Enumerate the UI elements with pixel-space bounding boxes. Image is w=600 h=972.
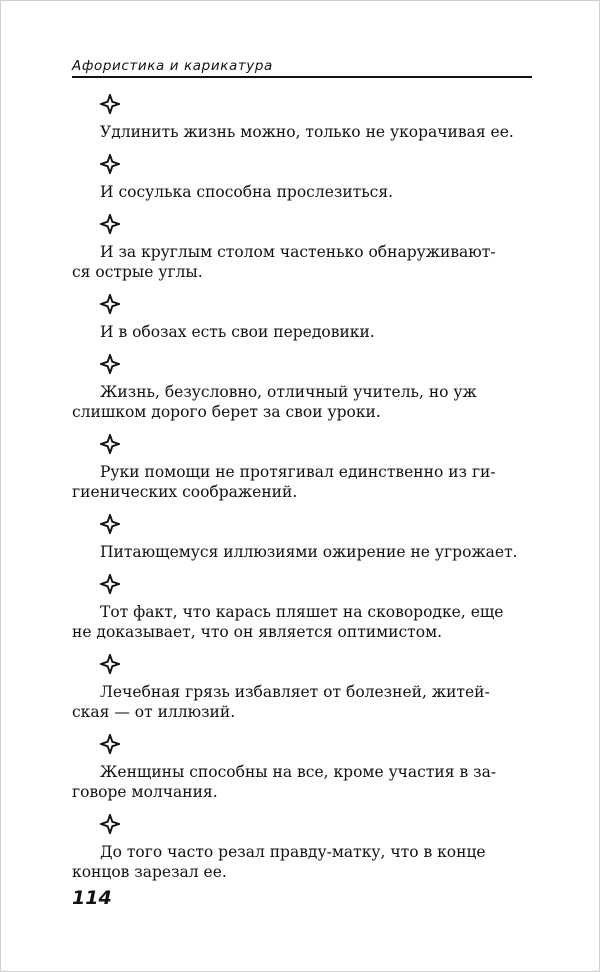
aphorism-entry <box>100 514 532 562</box>
aphorism-line: И сосулька способна прослезиться. <box>100 183 394 201</box>
aphorism-text <box>72 602 532 642</box>
aphorism-line: Тот факт, что карась пляшет на сковородке, еще <box>100 603 504 621</box>
aphorism-text <box>72 682 532 722</box>
aphorism-line: слишком дорого берет за свои уроки. <box>72 403 381 421</box>
aphorism-line: не доказывает, что он является оптимистом. <box>72 623 443 641</box>
four-point-star-icon <box>100 654 120 674</box>
aphorism-text <box>72 382 532 422</box>
aphorism-line: И в обозах есть свои передовики. <box>100 323 375 341</box>
four-point-star-icon <box>100 94 120 114</box>
aphorism-text <box>100 322 532 342</box>
page-number: 114 <box>72 887 112 909</box>
aphorism-line: Жизнь, безусловно, отличный учитель, но уж <box>100 383 477 401</box>
aphorism-line: До того часто резал правду-матку, что в конце <box>100 843 486 861</box>
aphorism-line: Руки помощи не протягивал единственно из ги- <box>100 463 496 481</box>
aphorism-text <box>100 122 532 142</box>
aphorism-line: Женщины способны на все, кроме участия в за- <box>100 763 497 781</box>
four-point-star-icon <box>100 514 120 534</box>
aphorism-entry <box>100 94 532 142</box>
aphorism-text <box>100 542 532 562</box>
aphorism-entry <box>72 814 532 882</box>
aphorism-list <box>72 94 532 894</box>
aphorism-text <box>72 762 532 802</box>
aphorism-line: ская — от иллюзий. <box>72 703 236 721</box>
aphorism-entry <box>100 154 532 202</box>
running-head <box>72 52 532 78</box>
four-point-star-icon <box>100 814 120 834</box>
aphorism-line: гиенических соображений. <box>72 483 298 501</box>
aphorism-entry <box>72 654 532 722</box>
aphorism-line: Питающемуся иллюзиями ожирение не угрожает. <box>100 543 518 561</box>
running-title: Афористика и карикатура <box>72 58 273 74</box>
aphorism-line: ся острые углы. <box>72 263 203 281</box>
aphorism-entry <box>72 574 532 642</box>
aphorism-line: Лечебная грязь избавляет от болезней, житей- <box>100 683 490 701</box>
four-point-star-icon <box>100 734 120 754</box>
aphorism-text <box>100 182 532 202</box>
four-point-star-icon <box>100 434 120 454</box>
aphorism-entry <box>72 734 532 802</box>
aphorism-line: концов зарезал ее. <box>72 863 227 881</box>
aphorism-text <box>72 462 532 502</box>
aphorism-entry <box>72 354 532 422</box>
four-point-star-icon <box>100 354 120 374</box>
aphorism-entry <box>72 214 532 282</box>
aphorism-line: Удлинить жизнь можно, только не укорачивая ее. <box>100 123 514 141</box>
aphorism-text <box>72 842 532 882</box>
four-point-star-icon <box>100 294 120 314</box>
four-point-star-icon <box>100 574 120 594</box>
aphorism-line: говоре молчания. <box>72 783 218 801</box>
four-point-star-icon <box>100 154 120 174</box>
aphorism-line: И за круглым столом частенько обнаруживают- <box>100 243 496 261</box>
four-point-star-icon <box>100 214 120 234</box>
aphorism-entry <box>72 434 532 502</box>
aphorism-text <box>72 242 532 282</box>
aphorism-entry <box>100 294 532 342</box>
